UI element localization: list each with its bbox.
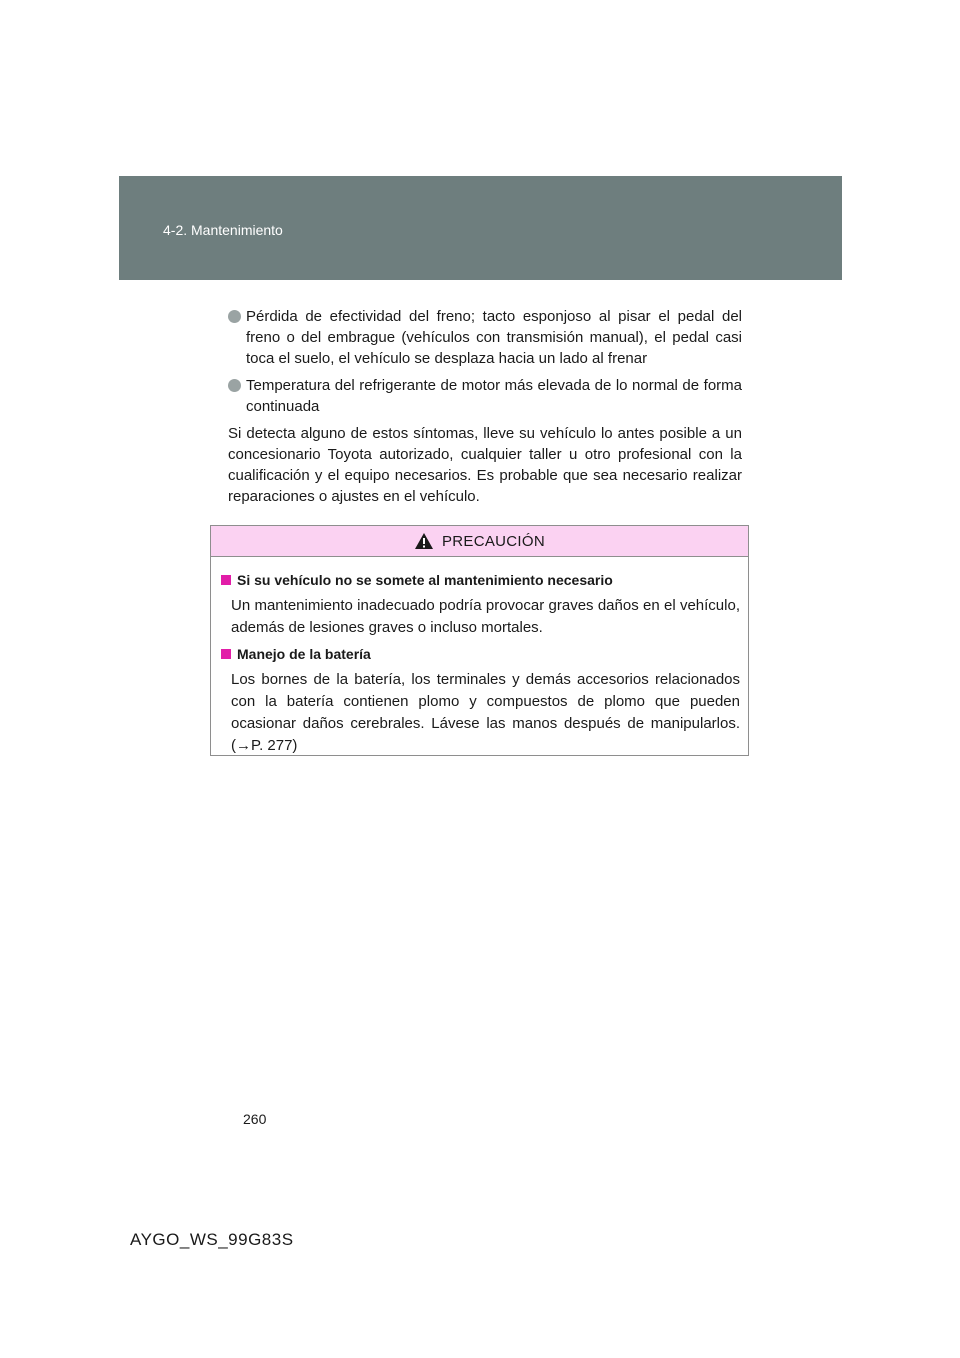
section-title: 4-2. Mantenimiento (163, 222, 283, 238)
main-content (228, 306, 742, 507)
advice-paragraph: Si detecta alguno de estos síntomas, lleve su vehículo lo antes posible a un concesionario Toyota autorizado, cualquier taller u otro profesional con la cualificación y el equipo necesarios. Es probable que sea necesario realizar reparaciones o ajustes en el vehículo. (228, 425, 742, 505)
caution-body (211, 557, 748, 757)
caution-item-heading (221, 569, 740, 591)
square-bullet-icon (221, 649, 231, 659)
page-number: 260 (243, 1111, 267, 1127)
symptom-bullet (228, 375, 742, 417)
caution-item-text: Los bornes de la batería, los terminales y demás accesorios relacionados con la batería contienen plomo y compuestos de plomo que pueden ocasionar daños cerebrales. Lávese las manos después de manipularlos. (→P. 277) (231, 671, 740, 754)
bullet-dot-icon (228, 379, 241, 392)
bullet-text: Pérdida de efectividad del freno; tacto esponjoso al pisar el pedal del freno o del embrague (vehículos con transmisión manual), el pedal casi toca el suelo, el vehículo se desplaza hacia un lado al frenar (246, 308, 742, 367)
caution-item-heading-text: Si su vehículo no se somete al mantenimiento necesario (237, 572, 613, 588)
section-header-band (119, 176, 842, 280)
bullet-dot-icon (228, 310, 241, 323)
document-code: AYGO_WS_99G83S (130, 1230, 294, 1249)
caution-item-heading (221, 643, 740, 665)
caution-item-heading-text: Manejo de la batería (237, 646, 371, 662)
caution-header (211, 526, 748, 557)
caution-item-text: Un mantenimiento inadecuado podría provocar graves daños en el vehículo, además de lesiones graves o incluso mortales. (231, 597, 740, 636)
square-bullet-icon (221, 575, 231, 585)
caution-title: PRECAUCIÓN (441, 532, 545, 550)
symptom-bullet (228, 306, 742, 369)
caution-box (210, 525, 749, 756)
caution-item (221, 569, 740, 639)
bullet-text: Temperatura del refrigerante de motor más elevada de lo normal de forma continuada (246, 377, 742, 415)
warning-triangle-icon (414, 532, 434, 550)
caution-item (221, 643, 740, 757)
